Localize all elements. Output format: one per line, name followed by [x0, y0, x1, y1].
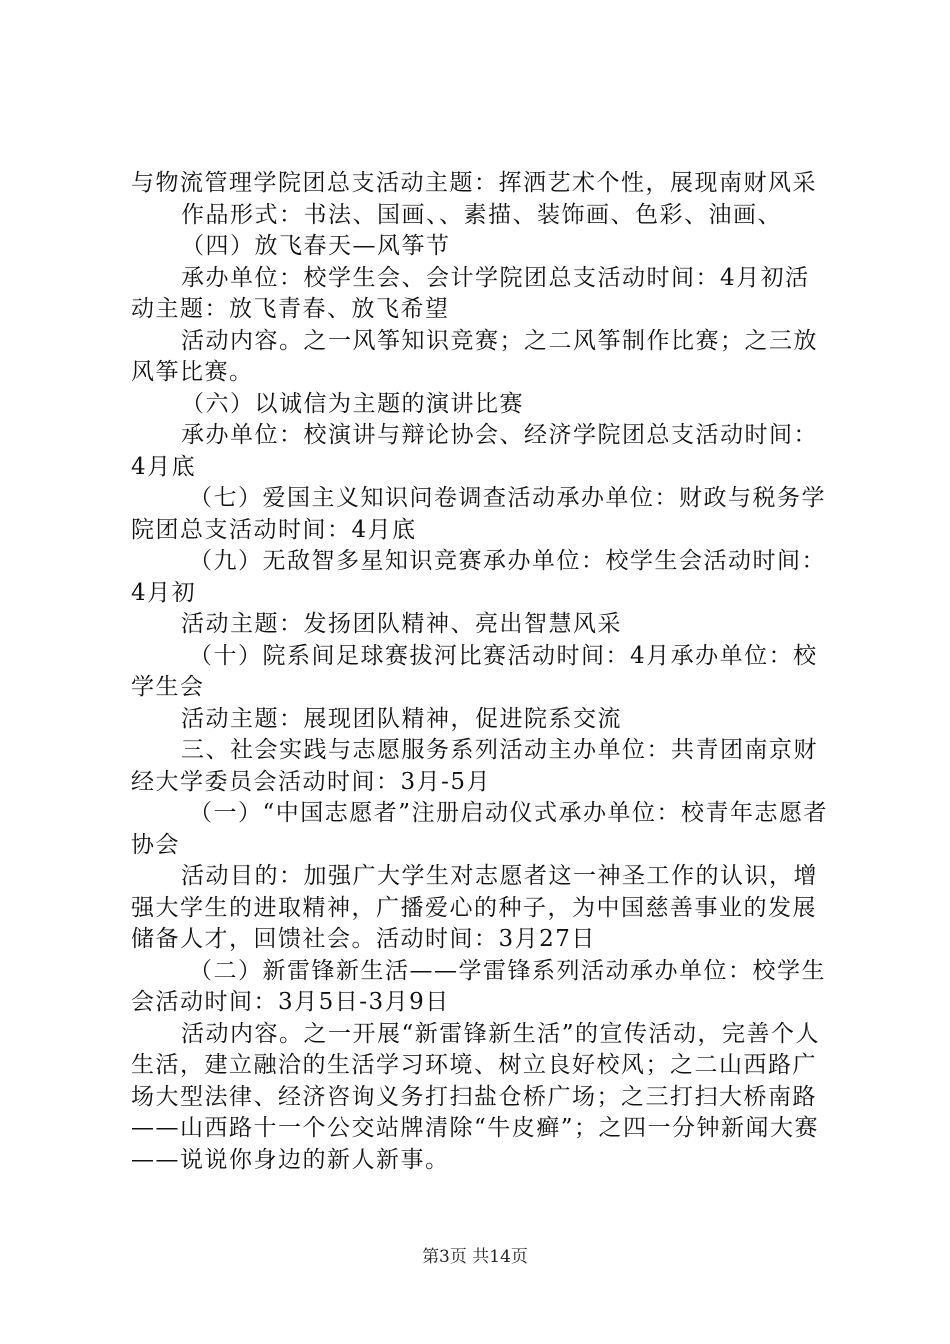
paragraph-6: （六）以诚信为主题的演讲比赛 — [181, 390, 524, 417]
paragraph-8: （七）爱国主义知识问卷调查活动承办单位：财政与税务学院团总支活动时间：4月底 — [131, 485, 826, 543]
paragraph-17: 活动内容。之一开展“新雷锋新生活”的宣传活动，完善个人生活，建立融洽的生活学习环境、树立良好校风；之二山西路广场大型法律、经济咨询义务打扫盐仓桥广场；之三打扫大桥南路——山西路十一个公交站牌清除“牛皮癣”；之四一分钟新闻大赛——说说你身边的新人新事。 — [131, 1020, 821, 1173]
paragraph-10: 活动主题：发扬团队精神、亮出智慧风采 — [181, 611, 622, 637]
paragraph-14: （一）“中国志愿者”注册启动仪式承办单位：校青年志愿者协会 — [131, 800, 829, 858]
paragraph-15: 活动目的：加强广大学生对志愿者这一神圣工作的认识，增强大学生的进取精神，广播爱心的种子，为中国慈善事业的发展储备人才，回馈社会。活动时间：3月27日 — [131, 863, 818, 952]
paragraph-7: 承办单位：校演讲与辩论协会、经济学院团总支活动时间：4月底 — [131, 422, 818, 480]
paragraph-9: （九）无敌智多星知识竞赛承办单位：校学生会活动时间：4月初 — [131, 548, 826, 606]
page-number-label: 第3页 共14页 — [422, 1247, 528, 1267]
paragraph-4: 承办单位：校学生会、会计学院团总支活动时间：4月初活动主题：放飞青春、放飞希望 — [131, 264, 810, 322]
paragraph-1: 与物流管理学院团总支活动主题：挥洒艺术个性，展现南财风采 — [131, 170, 817, 196]
paragraph-2: 作品形式：书法、国画、、素描、装饰画、色彩、油画、 — [181, 201, 782, 228]
document-body — [131, 168, 831, 1176]
paragraph-13: 三、社会实践与志愿服务系列活动主办单位：共青团南京财经大学委员会活动时间：3月-5月 — [131, 737, 818, 795]
paragraph-12: 活动主题：展现团队精神，促进院系交流 — [181, 705, 622, 732]
paragraph-3: （四）放飞春天—风筝节 — [181, 233, 451, 259]
page-footer — [0, 1242, 950, 1267]
paragraph-5: 活动内容。之一风筝知识竞赛；之二风筝制作比赛；之三放风筝比赛。 — [131, 327, 818, 385]
paragraph-16: （二）新雷锋新生活——学雷锋系列活动承办单位：校学生会活动时间：3月5日-3月9日 — [131, 957, 826, 1015]
paragraph-11: （十）院系间足球赛拔河比赛活动时间：4月承办单位：校学生会 — [131, 642, 818, 700]
